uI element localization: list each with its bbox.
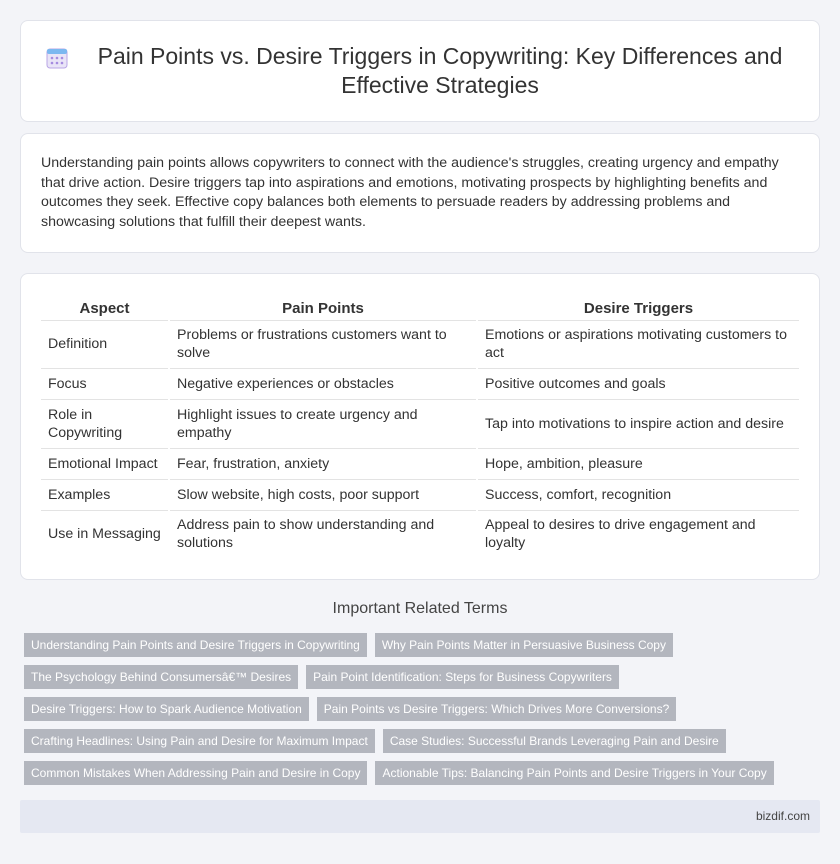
- related-term-tag[interactable]: Actionable Tips: Balancing Pain Points and Desire Triggers in Your Copy: [375, 761, 773, 785]
- header-aspect: Aspect: [41, 294, 169, 320]
- table-cell-aspect: Definition: [41, 320, 169, 368]
- tag-row: [24, 697, 804, 721]
- related-term-tag[interactable]: Common Mistakes When Addressing Pain and Desire in Copy: [24, 761, 367, 785]
- table-cell-pain: Address pain to show understanding and solutions: [169, 510, 477, 558]
- related-term-tag[interactable]: Why Pain Points Matter in Persuasive Business Copy: [375, 633, 673, 657]
- table-cell-aspect: Emotional Impact: [41, 448, 169, 479]
- table-cell-desire: Hope, ambition, pleasure: [477, 448, 799, 479]
- table-cell-pain: Slow website, high costs, poor support: [169, 479, 477, 510]
- tag-row: [24, 729, 804, 753]
- related-term-tag[interactable]: Case Studies: Successful Brands Leveraging Pain and Desire: [383, 729, 726, 753]
- related-term-tag[interactable]: Pain Points vs Desire Triggers: Which Drives More Conversions?: [317, 697, 676, 721]
- table-cell-pain: Highlight issues to create urgency and empathy: [169, 399, 477, 448]
- table-cell-pain: Problems or frustrations customers want to solve: [169, 320, 477, 368]
- table-row: [41, 320, 799, 368]
- header-desire-triggers: Desire Triggers: [477, 294, 799, 320]
- table-cell-pain: Fear, frustration, anxiety: [169, 448, 477, 479]
- related-term-tag[interactable]: Crafting Headlines: Using Pain and Desire for Maximum Impact: [24, 729, 375, 753]
- table-header-row: [41, 294, 799, 320]
- table-row: [41, 399, 799, 448]
- comparison-table: [41, 294, 799, 558]
- tag-row: [24, 633, 804, 657]
- header-pain-points: Pain Points: [169, 294, 477, 320]
- table-row: [41, 448, 799, 479]
- footer-bar: [20, 800, 820, 833]
- related-term-tag[interactable]: The Psychology Behind Consumersâ€™ Desires: [24, 665, 298, 689]
- table-cell-desire: Appeal to desires to drive engagement and loyalty: [477, 510, 799, 558]
- related-terms-list: [24, 633, 804, 793]
- table-cell-aspect: Focus: [41, 368, 169, 399]
- table-cell-aspect: Role in Copywriting: [41, 399, 169, 448]
- related-terms-title: Important Related Terms: [332, 600, 508, 617]
- intro-card: [20, 133, 820, 253]
- table-row: [41, 368, 799, 399]
- related-term-tag[interactable]: Pain Point Identification: Steps for Business Copywriters: [306, 665, 619, 689]
- related-term-tag[interactable]: Desire Triggers: How to Spark Audience Motivation: [24, 697, 309, 721]
- table-cell-aspect: Examples: [41, 479, 169, 510]
- footer-site-link[interactable]: bizdif.com: [755, 809, 810, 823]
- page-title: Pain Points vs. Desire Triggers in Copywriting: Key Differences and Effective Strategies: [97, 43, 783, 98]
- table-cell-pain: Negative experiences or obstacles: [169, 368, 477, 399]
- table-cell-desire: Emotions or aspirations motivating customers to act: [477, 320, 799, 368]
- table-cell-desire: Success, comfort, recognition: [477, 479, 799, 510]
- related-term-tag[interactable]: Understanding Pain Points and Desire Triggers in Copywriting: [24, 633, 367, 657]
- table-row: [41, 479, 799, 510]
- table-cell-desire: Positive outcomes and goals: [477, 368, 799, 399]
- tag-row: [24, 761, 804, 785]
- comparison-card: [20, 273, 820, 580]
- table-row: [41, 510, 799, 558]
- table-cell-desire: Tap into motivations to inspire action and desire: [477, 399, 799, 448]
- table-cell-aspect: Use in Messaging: [41, 510, 169, 558]
- header-card: [20, 20, 820, 122]
- tag-row: [24, 665, 804, 689]
- intro-paragraph: Understanding pain points allows copywriters to connect with the audience's struggles, creating urgency and empathy that drive action. Desire triggers tap into aspirations and emotions, motivating prospects by highlighting benefits and outcomes they seek. Effective copy balances both elements to persuade readers by addressing problems and showcasing solutions that fulfill their deepest wants.: [41, 155, 779, 230]
